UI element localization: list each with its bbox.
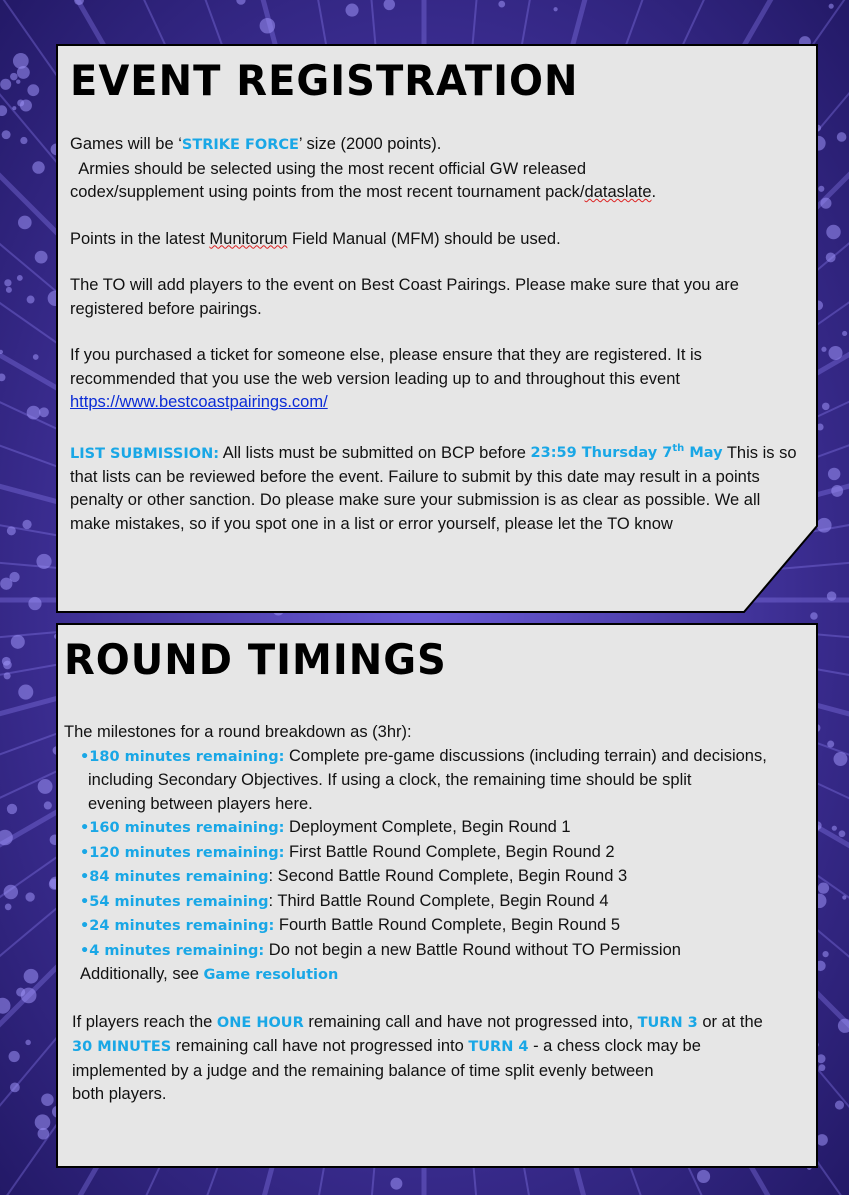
munitorum-word: Munitorum	[209, 229, 288, 248]
milestone-item: •120 minutes remaining: First Battle Round Complete, Begin Round 2	[80, 842, 615, 861]
chess-clock-paragraph: If players reach the ONE HOUR remaining call and have not progressed into, TURN 3 or at the 30 MINUTES remaining call have not progressed into TURN 4 - a chess clock may be implemented by a judge and the remaining balance of time split evenly between both players.	[72, 1012, 763, 1103]
milestone-item: •24 minutes remaining: Fourth Battle Round Complete, Begin Round 5	[80, 916, 621, 934]
round-timings-panel	[56, 623, 818, 1168]
milestone-label: •120 minutes remaining:	[80, 844, 285, 861]
30-minutes-highlight: 30 MINUTES	[72, 1039, 172, 1055]
additionally-line: Additionally, see Game resolution	[80, 965, 339, 983]
turn-3-highlight: TURN 3	[637, 1014, 698, 1031]
milestone-item: •180 minutes remaining: Complete pre-game discussions (including terrain) and decisions,	[80, 746, 767, 765]
deadline-highlight: 23:59 Thursday 7th May	[530, 443, 723, 462]
bcp-link[interactable]: https://www.bestcoastpairings.com/	[70, 393, 328, 411]
bcp-paragraph: The TO will add players to the event on Best Coast Pairings. Please make sure that you are registered before pairings.	[70, 276, 739, 318]
milestone-label: •160 minutes remaining:	[80, 820, 285, 836]
milestone-label: •84 minutes remaining	[80, 869, 269, 885]
list-submission-paragraph: LIST SUBMISSION: All lists must be submitted on BCP before 23:59 Thursday 7th May This is so that lists can be reviewed before the event. Failure to submit by this date may result in a points penalty or other sanction. Do please make sure your submission is as clear as possible. We all make mistakes, so if you spot one in a list or error yourself, please let the TO know	[70, 443, 797, 533]
milestone-item: •160 minutes remaining: Deployment Complete, Begin Round 1	[80, 818, 571, 836]
ticket-paragraph: If you purchased a ticket for someone else, please ensure that they are registered. It is recommended that you use the web version leading up to and throughout this event	[70, 346, 702, 388]
strike-force-highlight: STRIKE FORCE	[181, 137, 299, 153]
round-timings-title: ROUND TIMINGS	[64, 636, 447, 685]
event-registration-panel: EVENT REGISTRATION Games will be ‘STRIKE FORCE’ size (2000 points). Armies should be selected using the most recent official GW released codex/supplement using points from the most recent tournament pack/dataslate. Points in the latest Munitorum Field Manual (MFM) should be used. The TO will add players to the event on Best Coast Pairings. Please make sure that you are registered before pairings. If you purchased a ticket for someone else, please ensure that they are registered. It is recommended that you use the web version leading up to and throughout this event https://www.bestcoastpairings.com/ LIST SUBMISSION: All lists must be submitted on BCP before 23:59 Thursday 7th May This is so that lists can be reviewed before the event. Failure to submit by this date may result in a points penalty or other sanction. Do please make sure your submission is as clear as possible. We all make mistakes, so if you spot one in a list or error yourself, please let the TO know	[56, 44, 818, 613]
strike-force-paragraph: Games will be ‘STRIKE FORCE’ size (2000 points).	[70, 135, 442, 153]
milestone-continuation: evening between players here.	[88, 794, 313, 813]
mfm-paragraph: Points in the latest Munitorum Field Manual (MFM) should be used.	[70, 229, 561, 248]
milestones-intro: The milestones for a round breakdown as (3hr):	[64, 723, 412, 741]
list-submission-label: LIST SUBMISSION:	[70, 445, 220, 462]
turn-4-highlight: TURN 4	[468, 1039, 529, 1055]
milestone-item: •84 minutes remaining: Second Battle Round Complete, Begin Round 3	[80, 867, 628, 885]
milestone-label: •4 minutes remaining:	[80, 942, 265, 959]
event-registration-title: EVENT REGISTRATION	[70, 57, 579, 106]
armies-paragraph: Armies should be selected using the most recent official GW released	[70, 159, 587, 178]
milestone-item: •54 minutes remaining: Third Battle Round Complete, Begin Round 4	[80, 891, 609, 910]
milestone-label: •180 minutes remaining:	[80, 748, 285, 765]
one-hour-highlight: ONE HOUR	[216, 1014, 304, 1031]
milestone-continuation: including Secondary Objectives. If using a clock, the remaining time should be split	[88, 771, 692, 789]
game-resolution-highlight: Game resolution	[203, 967, 339, 983]
milestone-label: •54 minutes remaining	[80, 893, 269, 910]
dataslate-word: dataslate	[584, 183, 652, 201]
milestone-item: •4 minutes remaining: Do not begin a new Battle Round without TO Permission	[80, 940, 681, 959]
milestone-list	[64, 745, 809, 964]
milestone-label: •24 minutes remaining:	[80, 918, 275, 934]
